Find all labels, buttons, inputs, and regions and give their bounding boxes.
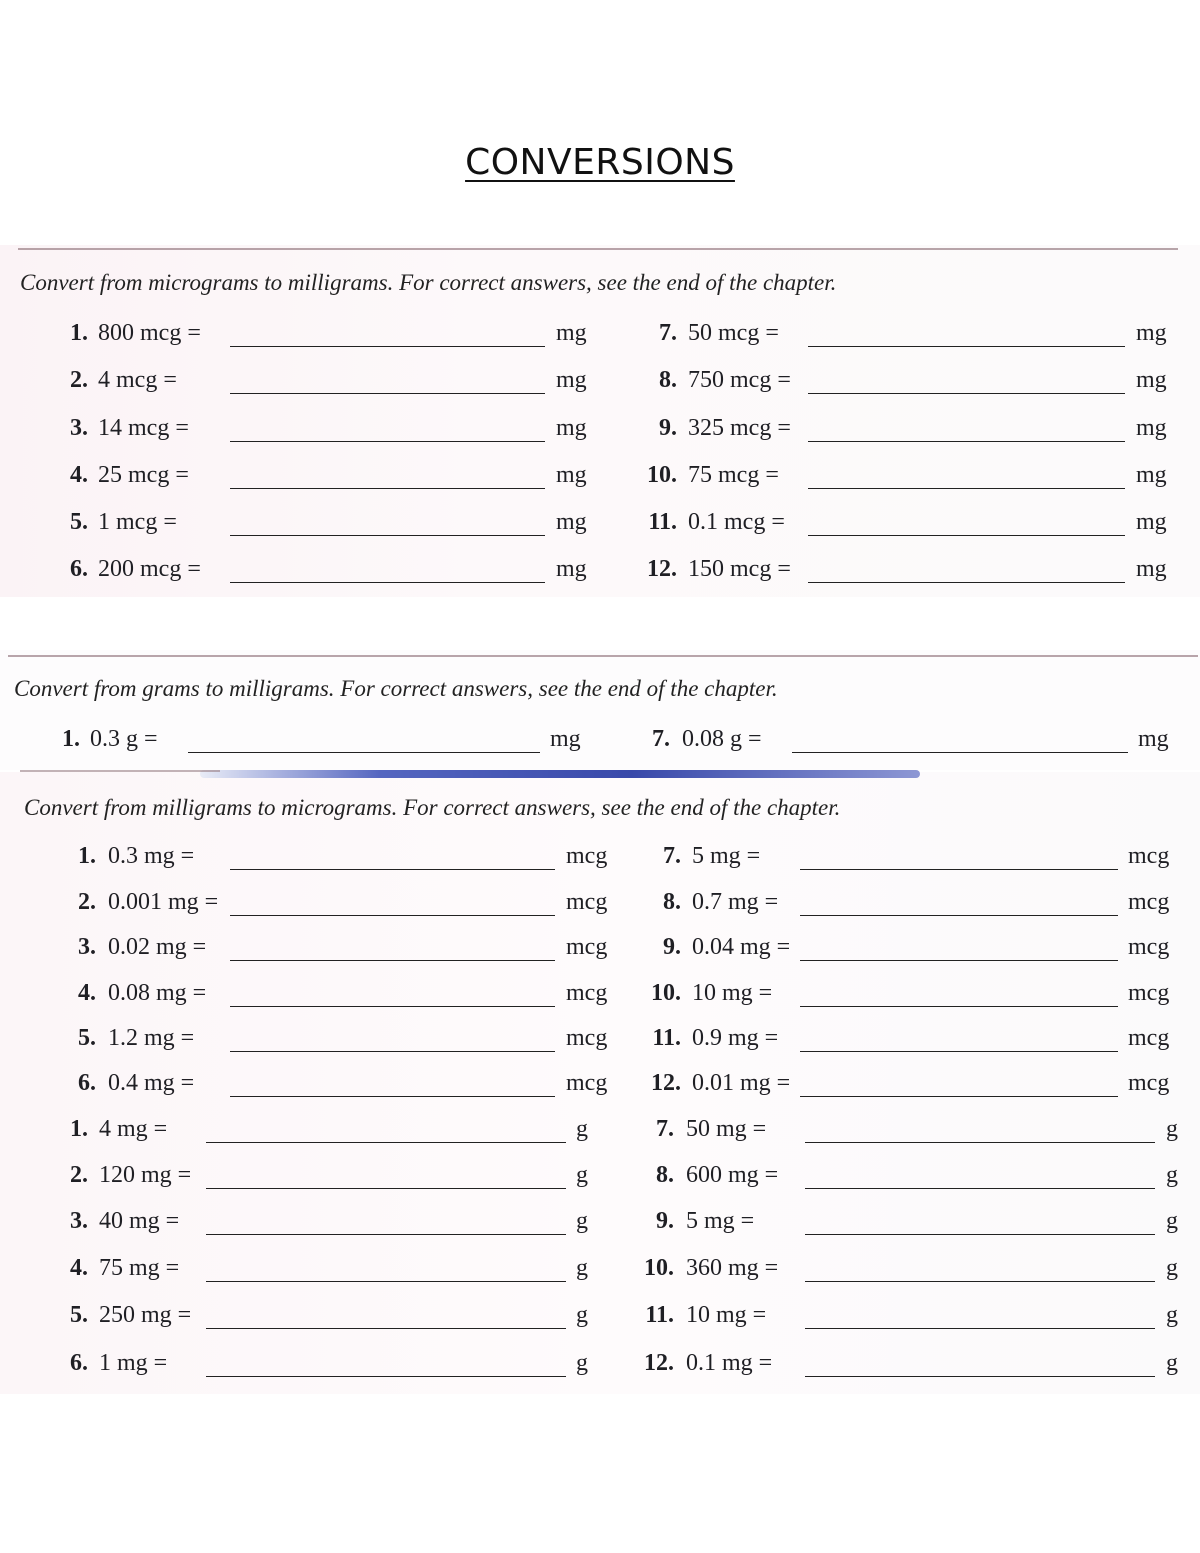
problem-expression: 600 mg = — [686, 1162, 779, 1188]
answer-blank[interactable] — [808, 441, 1125, 442]
answer-unit: mcg — [566, 889, 608, 915]
problem-row — [0, 726, 1200, 766]
answer-blank[interactable] — [805, 1234, 1155, 1235]
problem-number: 5. — [78, 1025, 96, 1051]
answer-blank[interactable] — [800, 960, 1118, 961]
problem-expression: 0.7 mg = — [692, 889, 779, 915]
problem-expression: 0.01 mg = — [692, 1070, 791, 1096]
answer-unit: mcg — [566, 843, 608, 869]
problem-row — [0, 556, 1200, 596]
problem-row — [0, 415, 1200, 455]
problem-row — [0, 509, 1200, 549]
answer-blank[interactable] — [808, 582, 1125, 583]
answer-unit: g — [1166, 1116, 1178, 1142]
answer-blank[interactable] — [800, 915, 1118, 916]
problem-row — [0, 1116, 1200, 1156]
problem-number: 12. — [647, 556, 677, 582]
problem-number: 7. — [656, 1116, 674, 1142]
answer-unit: g — [576, 1116, 588, 1142]
problem-number: 12. — [651, 1070, 681, 1096]
problem-expression: 325 mcg = — [688, 415, 791, 441]
problem-row — [0, 1350, 1200, 1390]
answer-unit: mcg — [1128, 980, 1170, 1006]
answer-unit: g — [576, 1255, 588, 1281]
problem-number: 4. — [78, 980, 96, 1006]
problem-number: 6. — [78, 1070, 96, 1096]
problem-expression: 0.3 g = — [90, 726, 158, 752]
problem-number: 3. — [78, 934, 96, 960]
problem-number: 11. — [648, 509, 677, 535]
problem-expression: 50 mg = — [686, 1116, 767, 1142]
answer-unit: mcg — [1128, 934, 1170, 960]
answer-blank[interactable] — [808, 535, 1125, 536]
problem-expression: 1 mcg = — [98, 509, 177, 535]
answer-unit: g — [1166, 1255, 1178, 1281]
problem-row — [0, 462, 1200, 502]
answer-unit: mcg — [566, 934, 608, 960]
instruction-g-to-mg: Convert from grams to milligrams. For correct answers, see the end of the chapter. — [14, 676, 778, 701]
problem-number: 2. — [78, 889, 96, 915]
answer-unit: mg — [1136, 462, 1167, 488]
problem-number: 1. — [70, 1116, 88, 1142]
answer-blank[interactable] — [805, 1376, 1155, 1377]
answer-blank[interactable] — [805, 1328, 1155, 1329]
problem-expression: 0.1 mg = — [686, 1350, 773, 1376]
problem-row — [0, 889, 1200, 929]
problem-number: 5. — [70, 1302, 88, 1328]
problem-number: 1. — [78, 843, 96, 869]
problem-expression: 120 mg = — [99, 1162, 192, 1188]
problem-number: 11. — [652, 1025, 681, 1051]
problem-number: 11. — [645, 1302, 674, 1328]
answer-blank[interactable] — [800, 1051, 1118, 1052]
problem-number: 3. — [70, 415, 88, 441]
answer-blank[interactable] — [808, 393, 1125, 394]
problem-expression: 10 mg = — [686, 1302, 767, 1328]
problem-expression: 75 mg = — [99, 1255, 180, 1281]
problem-expression: 200 mcg = — [98, 556, 201, 582]
answer-unit: mg — [556, 320, 587, 346]
problem-expression: 1 mg = — [99, 1350, 168, 1376]
problem-row — [0, 1070, 1200, 1110]
problem-number: 7. — [659, 320, 677, 346]
answer-unit: mg — [1138, 726, 1169, 752]
problem-expression: 0.001 mg = — [108, 889, 219, 915]
answer-unit: mcg — [1128, 1070, 1170, 1096]
answer-unit: mg — [556, 367, 587, 393]
problem-expression: 25 mcg = — [98, 462, 189, 488]
answer-unit: g — [576, 1302, 588, 1328]
answer-unit: mg — [556, 556, 587, 582]
problem-number: 5. — [70, 509, 88, 535]
answer-blank[interactable] — [805, 1142, 1155, 1143]
answer-unit: mg — [556, 509, 587, 535]
problem-number: 10. — [647, 462, 677, 488]
problem-expression: 0.3 mg = — [108, 843, 195, 869]
problem-number: 9. — [656, 1208, 674, 1234]
page-title: CONVERSIONS — [465, 142, 735, 183]
problem-row — [0, 980, 1200, 1020]
problem-expression: 4 mg = — [99, 1116, 168, 1142]
answer-unit: mg — [550, 726, 581, 752]
problem-number: 7. — [663, 843, 681, 869]
problem-number: 12. — [644, 1350, 674, 1376]
section-divider — [18, 248, 1178, 250]
problem-number: 6. — [70, 556, 88, 582]
problem-expression: 1.2 mg = — [108, 1025, 195, 1051]
instruction-mcg-to-mg: Convert from micrograms to milligrams. For correct answers, see the end of the chapter. — [20, 270, 837, 295]
problem-number: 9. — [663, 934, 681, 960]
answer-unit: mcg — [1128, 1025, 1170, 1051]
problem-row — [0, 1162, 1200, 1202]
answer-unit: mg — [1136, 320, 1167, 346]
problem-expression: 0.9 mg = — [692, 1025, 779, 1051]
answer-blank[interactable] — [805, 1188, 1155, 1189]
problem-expression: 5 mg = — [692, 843, 761, 869]
answer-blank[interactable] — [800, 869, 1118, 870]
answer-unit: g — [576, 1350, 588, 1376]
problem-expression: 0.04 mg = — [692, 934, 791, 960]
problem-number: 4. — [70, 462, 88, 488]
problem-expression: 4 mcg = — [98, 367, 177, 393]
problem-number: 6. — [70, 1350, 88, 1376]
problem-expression: 360 mg = — [686, 1255, 779, 1281]
problem-number: 10. — [644, 1255, 674, 1281]
problem-row — [0, 934, 1200, 974]
problem-number: 7. — [652, 726, 670, 752]
problem-number: 1. — [62, 726, 80, 752]
problem-expression: 0.08 g = — [682, 726, 762, 752]
problem-expression: 150 mcg = — [688, 556, 791, 582]
answer-blank[interactable] — [800, 1006, 1118, 1007]
problem-expression: 0.1 mcg = — [688, 509, 785, 535]
answer-blank[interactable] — [792, 752, 1128, 753]
problem-expression: 0.4 mg = — [108, 1070, 195, 1096]
problem-expression: 0.02 mg = — [108, 934, 207, 960]
problem-expression: 0.08 mg = — [108, 980, 207, 1006]
problem-row — [0, 1025, 1200, 1065]
answer-unit: mg — [556, 415, 587, 441]
answer-unit: mg — [556, 462, 587, 488]
section-divider-accent — [200, 770, 920, 778]
instruction-mg-to-mcg: Convert from milligrams to micrograms. For correct answers, see the end of the chapter. — [24, 795, 841, 820]
section-divider — [20, 770, 220, 772]
problem-row — [0, 367, 1200, 407]
problem-row — [0, 1255, 1200, 1295]
answer-unit: mcg — [566, 980, 608, 1006]
problem-number: 4. — [70, 1255, 88, 1281]
problem-number: 8. — [659, 367, 677, 393]
problem-number: 2. — [70, 367, 88, 393]
problem-number: 10. — [651, 980, 681, 1006]
answer-unit: g — [1166, 1302, 1178, 1328]
problem-row — [0, 320, 1200, 360]
problem-expression: 750 mcg = — [688, 367, 791, 393]
problem-number: 3. — [70, 1208, 88, 1234]
problem-expression: 800 mcg = — [98, 320, 201, 346]
section-divider — [8, 655, 1198, 657]
problem-row — [0, 843, 1200, 883]
problem-number: 8. — [663, 889, 681, 915]
answer-unit: g — [1166, 1162, 1178, 1188]
answer-blank[interactable] — [805, 1281, 1155, 1282]
problem-row — [0, 1302, 1200, 1342]
answer-unit: g — [1166, 1208, 1178, 1234]
answer-unit: mcg — [566, 1070, 608, 1096]
answer-unit: g — [576, 1162, 588, 1188]
answer-unit: g — [576, 1208, 588, 1234]
answer-unit: g — [1166, 1350, 1178, 1376]
problem-expression: 75 mcg = — [688, 462, 779, 488]
problem-expression: 5 mg = — [686, 1208, 755, 1234]
answer-unit: mg — [1136, 367, 1167, 393]
problem-expression: 250 mg = — [99, 1302, 192, 1328]
answer-unit: mg — [1136, 556, 1167, 582]
problem-expression: 50 mcg = — [688, 320, 779, 346]
answer-unit: mcg — [1128, 889, 1170, 915]
problem-number: 8. — [656, 1162, 674, 1188]
problem-number: 2. — [70, 1162, 88, 1188]
problem-expression: 10 mg = — [692, 980, 773, 1006]
answer-blank[interactable] — [800, 1096, 1118, 1097]
problem-expression: 14 mcg = — [98, 415, 189, 441]
problem-expression: 40 mg = — [99, 1208, 180, 1234]
problem-row — [0, 1208, 1200, 1248]
problem-number: 1. — [70, 320, 88, 346]
answer-blank[interactable] — [808, 346, 1125, 347]
answer-unit: mcg — [566, 1025, 608, 1051]
answer-unit: mg — [1136, 415, 1167, 441]
answer-blank[interactable] — [808, 488, 1125, 489]
answer-unit: mg — [1136, 509, 1167, 535]
problem-number: 9. — [659, 415, 677, 441]
answer-unit: mcg — [1128, 843, 1170, 869]
